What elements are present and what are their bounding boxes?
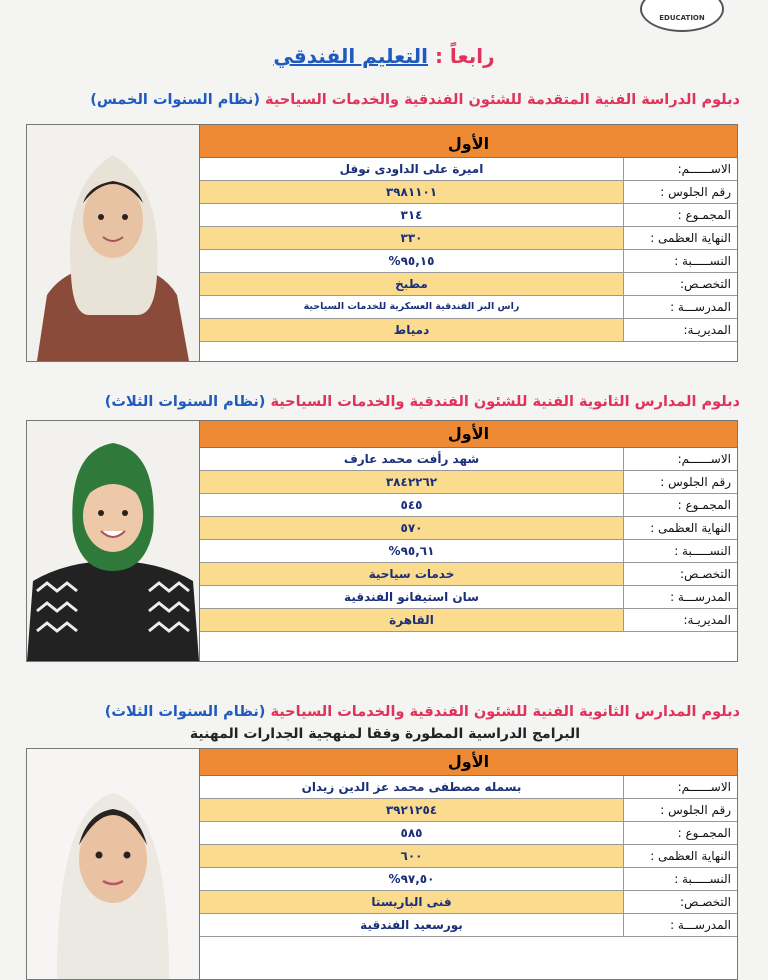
- row-total: [200, 822, 737, 845]
- section-heading-main: دبلوم المدارس الثانوية الفنية للشئون الفندقية والخدمات السياحية: [270, 704, 740, 720]
- row-max-score: [200, 845, 737, 868]
- row-value: القاهرة: [200, 609, 623, 631]
- row-percentage: [200, 250, 737, 273]
- row-label: الاســــــم:: [623, 448, 737, 470]
- student-portrait: [27, 125, 199, 361]
- row-specialization: [200, 563, 737, 586]
- row-label: المجمـوع :: [623, 822, 737, 844]
- row-label: المجمـوع :: [623, 494, 737, 516]
- row-value: بورسعيد الفندقية: [360, 918, 463, 932]
- row-value: ٣٩٨١١٠١: [200, 181, 623, 203]
- row-label: المديريـة:: [623, 609, 737, 631]
- row-value: راس البر الفندقية العسكرية للخدمات السياحية: [303, 301, 520, 312]
- row-school: [200, 586, 737, 609]
- row-label: المجمـوع :: [623, 204, 737, 226]
- row-specialization: [200, 891, 737, 914]
- page-title-lead: رابعاً :: [434, 44, 495, 68]
- row-name: [200, 448, 737, 471]
- row-percentage: [200, 540, 737, 563]
- row-directorate: [200, 609, 737, 632]
- row-label: النســـــبة :: [623, 540, 737, 562]
- row-value: ٩٧,٥٠%: [388, 872, 435, 886]
- row-value: ٩٥,٦١%: [388, 544, 435, 558]
- student-photo: [27, 125, 200, 361]
- section-subheading: البرامج الدراسية المطورة وفقا لمنهجية الجدارات المهنية: [189, 726, 580, 742]
- student-card: [26, 748, 738, 980]
- student-card: [26, 420, 738, 662]
- section-heading: [20, 704, 740, 720]
- row-label: التخصـص:: [623, 563, 737, 585]
- row-value: دمياط: [200, 319, 623, 341]
- row-label: النهاية العظمى :: [623, 227, 737, 249]
- student-info-table: [200, 125, 737, 342]
- row-name: [200, 776, 737, 799]
- row-label: المدرســـة :: [623, 914, 737, 936]
- row-seat-number: [200, 471, 737, 494]
- page-title: [0, 44, 768, 68]
- row-total: [200, 204, 737, 227]
- student-card: [26, 124, 738, 362]
- student-photo: [27, 421, 200, 661]
- row-label: رقم الجلوس :: [623, 799, 737, 821]
- ministry-logo: [640, 0, 724, 32]
- row-label: رقم الجلوس :: [623, 181, 737, 203]
- row-label: النهاية العظمى :: [623, 845, 737, 867]
- row-school: [200, 914, 737, 937]
- row-value: ٥٤٥: [400, 498, 423, 512]
- row-value: ٣٩٢١٢٥٤: [200, 799, 623, 821]
- row-label: الاســــــم:: [623, 776, 737, 798]
- rank-header: الأول: [200, 749, 737, 776]
- row-label: الاســــــم:: [623, 158, 737, 180]
- row-seat-number: [200, 799, 737, 822]
- row-value: ٣٨٤٢٢٦٢: [200, 471, 623, 493]
- row-value: ٣٣٠: [200, 227, 623, 249]
- student-info-table: [200, 749, 737, 937]
- row-label: المدرســـة :: [623, 296, 737, 318]
- student-photo: [27, 749, 200, 979]
- student-portrait: [27, 749, 199, 979]
- row-value: ٩٥,١٥%: [388, 254, 435, 268]
- row-specialization: [200, 273, 737, 296]
- page-title-main: التعليم الفندقي: [273, 44, 428, 68]
- row-school: [200, 296, 737, 319]
- row-value: اميرة على الداودى نوفل: [339, 162, 484, 176]
- row-value: ٥٧٠: [200, 517, 623, 539]
- row-percentage: [200, 868, 737, 891]
- row-label: التخصـص:: [623, 891, 737, 913]
- row-value: مطبخ: [200, 273, 623, 295]
- row-name: [200, 158, 737, 181]
- row-value: ٥٨٥: [400, 826, 423, 840]
- row-seat-number: [200, 181, 737, 204]
- logo-text: EDUCATION: [659, 14, 705, 22]
- row-label: المدرســـة :: [623, 586, 737, 608]
- row-value: خدمات سياحية: [200, 563, 623, 585]
- section-heading-main: دبلوم المدارس الثانوية الفنية للشئون الفندقية والخدمات السياحية: [270, 394, 740, 410]
- row-directorate: [200, 319, 737, 342]
- section-heading-system: (نظام السنوات الثلاث): [104, 394, 266, 410]
- row-label: المديريـة:: [623, 319, 737, 341]
- section-heading-system: (نظام السنوات الخمس): [90, 92, 260, 108]
- row-max-score: [200, 227, 737, 250]
- row-value: شهد رأفت محمد عارف: [343, 452, 480, 466]
- section-heading: [20, 92, 740, 108]
- row-label: التخصـص:: [623, 273, 737, 295]
- row-label: النســـــبة :: [623, 868, 737, 890]
- row-value: بسمله مصطفى محمد عز الدين زيدان: [301, 780, 522, 794]
- row-total: [200, 494, 737, 517]
- row-label: النهاية العظمى :: [623, 517, 737, 539]
- row-value: فنى الباريستا: [200, 891, 623, 913]
- row-value: ٦٠٠: [200, 845, 623, 867]
- student-portrait: [27, 421, 199, 661]
- row-label: رقم الجلوس :: [623, 471, 737, 493]
- section-heading: [20, 394, 740, 410]
- rank-header: الأول: [200, 421, 737, 448]
- row-value: ٣١٤: [400, 208, 423, 222]
- row-value: سان استيفانو الفندقية: [344, 590, 479, 604]
- section-heading-main: دبلوم الدراسة الفنية المتقدمة للشئون الفندقية والخدمات السياحية: [265, 92, 740, 108]
- section-heading-system: (نظام السنوات الثلاث): [104, 704, 266, 720]
- row-max-score: [200, 517, 737, 540]
- rank-header: الأول: [200, 131, 737, 158]
- student-info-table: [200, 421, 737, 632]
- row-label: النســـــبة :: [623, 250, 737, 272]
